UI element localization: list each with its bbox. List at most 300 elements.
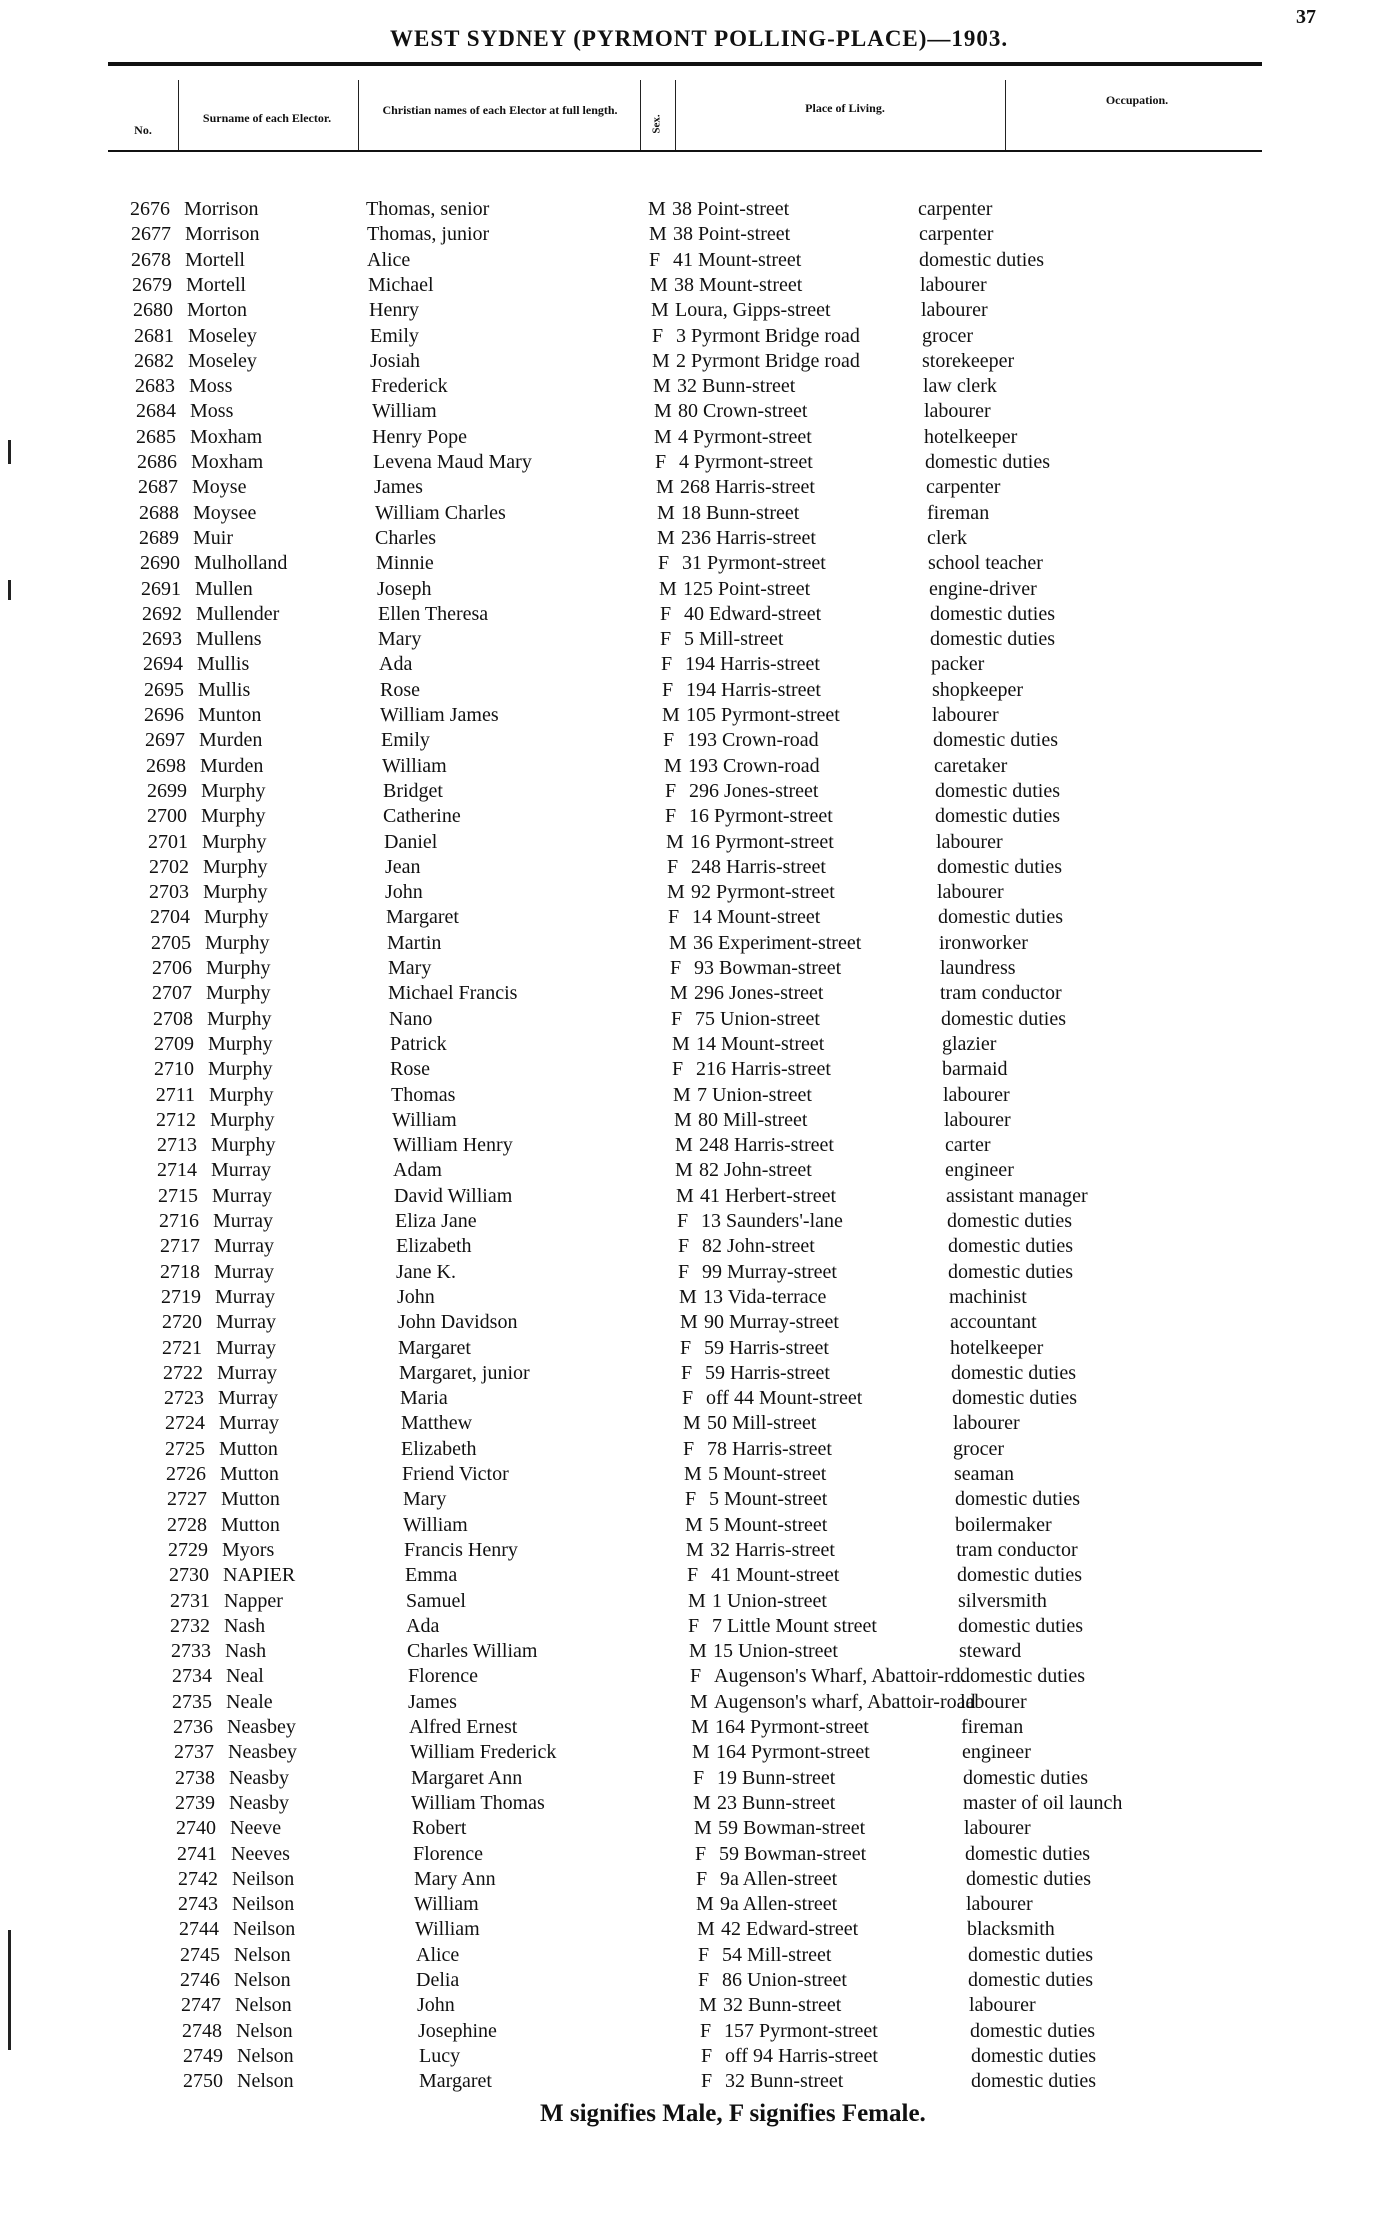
elector-number: 2746 xyxy=(180,1969,220,1991)
elector-surname: NAPIER xyxy=(223,1564,296,1587)
elector-sex: F xyxy=(672,1058,684,1081)
elector-christian-names: Mary xyxy=(403,1488,447,1511)
elector-christian-names: Ada xyxy=(406,1614,440,1637)
elector-place: Augenson's Wharf, Abattoir-rd. xyxy=(714,1665,966,1688)
elector-place: 4 Pyrmont-street xyxy=(679,451,813,473)
elector-surname: Murray xyxy=(212,1184,272,1207)
elector-number: 2689 xyxy=(139,526,179,549)
elector-sex: M xyxy=(657,501,675,524)
elector-christian-names: Minnie xyxy=(376,552,434,575)
elector-occupation: glazier xyxy=(942,1032,997,1055)
elector-sex: M xyxy=(666,830,684,853)
elector-place: 59 Bowman-street xyxy=(719,1842,867,1865)
elector-place: 14 Mount-street xyxy=(696,1032,825,1055)
elector-occupation: boilermaker xyxy=(955,1513,1052,1536)
elector-surname: Murray xyxy=(219,1412,279,1435)
elector-sex: M xyxy=(699,1994,717,2017)
elector-occupation: domestic duties xyxy=(971,2044,1096,2067)
elector-place: 194 Harris-street xyxy=(686,678,821,701)
elector-number: 2691 xyxy=(141,577,181,600)
elector-place: 16 Pyrmont-street xyxy=(690,830,834,853)
table-row xyxy=(154,1740,1294,1764)
table-row xyxy=(120,551,1260,575)
elector-surname: Munton xyxy=(198,704,262,726)
page-title: WEST SYDNEY (PYRMONT POLLING-PLACE)—1903. xyxy=(390,26,1009,51)
elector-christian-names: Margaret xyxy=(398,1336,471,1359)
elector-surname: Moss xyxy=(189,375,233,398)
elector-surname: Neale xyxy=(226,1690,273,1713)
elector-sex: M xyxy=(654,425,672,448)
elector-surname: Mortell xyxy=(185,248,245,271)
table-row xyxy=(158,1892,1298,1916)
elector-christian-names: Mary xyxy=(388,957,432,979)
elector-sex: M xyxy=(667,881,685,904)
elector-place: 80 Mill-street xyxy=(698,1108,808,1131)
elector-number: 2717 xyxy=(160,1235,200,1258)
elector-sex: M xyxy=(689,1640,707,1663)
elector-occupation: domestic duties xyxy=(960,1665,1085,1688)
elector-number: 2679 xyxy=(132,273,172,296)
elector-number: 2716 xyxy=(159,1210,199,1232)
elector-surname: Mulholland xyxy=(194,552,288,575)
elector-number: 2684 xyxy=(136,400,176,423)
elector-sex: F xyxy=(677,1210,689,1232)
elector-surname: Murphy xyxy=(211,1134,276,1157)
elector-christian-names: Rose xyxy=(380,678,420,701)
elector-place: 59 Bowman-street xyxy=(718,1817,866,1840)
elector-sex: F xyxy=(693,1766,705,1789)
elector-place: 7 Little Mount street xyxy=(712,1614,877,1637)
elector-christian-names: David William xyxy=(394,1184,513,1207)
elector-sex: F xyxy=(680,1336,692,1359)
column-divider xyxy=(1005,80,1006,150)
table-row xyxy=(134,1057,1274,1081)
elector-surname: Murphy xyxy=(203,881,268,904)
elector-occupation: labourer xyxy=(943,1083,1010,1106)
elector-surname: Moseley xyxy=(188,349,257,372)
header-no: No. xyxy=(134,123,152,137)
elector-sex: M xyxy=(653,375,671,398)
elector-occupation: labourer xyxy=(960,1690,1027,1713)
elector-place: 296 Jones-street xyxy=(694,982,824,1005)
table-row xyxy=(122,627,1262,651)
elector-surname: Nelson xyxy=(237,2044,294,2067)
elector-place: 41 Mount-street xyxy=(673,248,802,271)
elector-sex: F xyxy=(649,248,661,271)
elector-number: 2707 xyxy=(152,982,192,1005)
elector-christian-names: Elizabeth xyxy=(401,1437,477,1460)
elector-place: 16 Pyrmont-street xyxy=(689,805,833,828)
elector-surname: Neeve xyxy=(230,1817,282,1840)
elector-occupation: domestic duties xyxy=(941,1007,1066,1030)
elector-place: 90 Murray-street xyxy=(704,1311,839,1334)
table-row xyxy=(150,1614,1290,1638)
elector-occupation: tram conductor xyxy=(940,982,1062,1005)
elector-occupation: grocer xyxy=(953,1437,1005,1460)
margin-mark xyxy=(8,580,11,600)
elector-occupation: shopkeeper xyxy=(932,678,1024,701)
elector-place: 54 Mill-street xyxy=(722,1943,832,1966)
elector-surname: Nash xyxy=(224,1614,266,1637)
elector-sex: M xyxy=(654,400,672,423)
elector-christian-names: Henry Pope xyxy=(372,425,467,448)
elector-surname: Murray xyxy=(216,1336,276,1359)
elector-christian-names: Michael Francis xyxy=(388,982,518,1005)
elector-number: 2730 xyxy=(169,1564,209,1587)
table-row xyxy=(133,1007,1273,1031)
elector-surname: Murray xyxy=(218,1387,278,1410)
elector-place: 9a Allen-street xyxy=(720,1867,838,1890)
elector-occupation: seaman xyxy=(954,1463,1014,1485)
elector-sex: F xyxy=(678,1260,690,1283)
elector-place: Augenson's wharf, Abattoir-road xyxy=(714,1690,976,1713)
elector-occupation: master of oil launch xyxy=(963,1791,1123,1814)
elector-surname: Murphy xyxy=(201,805,266,828)
table-row xyxy=(129,855,1269,879)
elector-place: 5 Mount-street xyxy=(709,1488,828,1511)
elector-place: 99 Murray-street xyxy=(702,1260,837,1283)
elector-occupation: domestic duties xyxy=(933,729,1058,752)
elector-christian-names: William xyxy=(403,1513,468,1536)
elector-christian-names: Jean xyxy=(385,855,421,878)
elector-number: 2714 xyxy=(157,1159,197,1182)
elector-surname: Nelson xyxy=(235,1994,292,2017)
elector-surname: Nelson xyxy=(236,2019,293,2042)
table-row xyxy=(113,298,1253,322)
elector-number: 2683 xyxy=(135,375,175,398)
header-surname: Surname of each Elector. xyxy=(202,111,332,125)
elector-place: 296 Jones-street xyxy=(689,779,819,802)
elector-surname: Morrison xyxy=(184,198,259,220)
elector-place: 92 Pyrmont-street xyxy=(691,881,835,904)
table-row xyxy=(152,1664,1292,1688)
elector-surname: Murphy xyxy=(202,830,267,853)
table-row xyxy=(163,2069,1303,2093)
elector-surname: Murphy xyxy=(204,906,269,929)
table-row xyxy=(137,1158,1277,1182)
table-row xyxy=(153,1715,1293,1739)
elector-surname: Neilson xyxy=(232,1893,295,1916)
elector-place: off 44 Mount-street xyxy=(706,1387,863,1410)
elector-place: 78 Harris-street xyxy=(707,1437,832,1460)
elector-number: 2744 xyxy=(179,1918,219,1941)
sex-legend: M signifies Male, F signifies Female. xyxy=(540,2100,926,2127)
table-row xyxy=(117,450,1257,474)
column-divider xyxy=(358,80,359,150)
elector-sex: F xyxy=(701,2070,713,2093)
elector-number: 2677 xyxy=(131,223,171,246)
elector-occupation: domestic duties xyxy=(951,1361,1076,1384)
elector-number: 2729 xyxy=(168,1538,208,1561)
column-divider xyxy=(675,80,676,150)
elector-number: 2688 xyxy=(139,501,179,524)
elector-surname: Mullens xyxy=(196,628,262,651)
table-row xyxy=(114,324,1254,348)
elector-sex: M xyxy=(684,1463,702,1485)
elector-surname: Murden xyxy=(200,754,264,777)
table-row xyxy=(155,1791,1295,1815)
elector-surname: Mutton xyxy=(221,1488,280,1511)
elector-number: 2718 xyxy=(160,1260,200,1283)
elector-surname: Murphy xyxy=(203,855,268,878)
elector-sex: M xyxy=(652,349,670,372)
elector-surname: Mutton xyxy=(220,1463,279,1485)
elector-surname: Nelson xyxy=(237,2070,294,2093)
elector-christian-names: Joseph xyxy=(377,577,432,600)
elector-sex: M xyxy=(669,931,687,954)
table-row xyxy=(112,273,1252,297)
elector-place: 193 Crown-road xyxy=(687,729,819,752)
elector-place: 31 Pyrmont-street xyxy=(682,552,826,575)
elector-sex: F xyxy=(663,729,675,752)
elector-sex: M xyxy=(692,1741,710,1764)
elector-sex: F xyxy=(685,1488,697,1511)
elector-sex: M xyxy=(696,1893,714,1916)
elector-number: 2723 xyxy=(164,1387,204,1410)
elector-sex: M xyxy=(657,526,675,549)
table-row xyxy=(149,1563,1289,1587)
elector-occupation: labourer xyxy=(953,1412,1020,1435)
elector-christian-names: Thomas, junior xyxy=(367,223,490,246)
elector-place: 32 Bunn-street xyxy=(677,375,796,398)
elector-place: 13 Vida-terrace xyxy=(703,1285,827,1308)
elector-number: 2736 xyxy=(173,1716,213,1738)
elector-christian-names: Matthew xyxy=(401,1412,473,1435)
elector-number: 2740 xyxy=(176,1817,216,1840)
elector-christian-names: Francis Henry xyxy=(404,1538,518,1561)
elector-christian-names: Lucy xyxy=(419,2044,461,2067)
elector-surname: Neasbey xyxy=(227,1716,296,1738)
elector-place: 41 Mount-street xyxy=(711,1564,840,1587)
elector-occupation: domestic duties xyxy=(952,1387,1077,1410)
elector-surname: Moxham xyxy=(191,451,264,473)
elector-occupation: steward xyxy=(959,1640,1022,1663)
elector-surname: Napper xyxy=(224,1589,283,1612)
elector-sex: F xyxy=(687,1564,699,1587)
elector-occupation: law clerk xyxy=(923,375,997,398)
elector-sex: F xyxy=(665,805,677,828)
elector-number: 2680 xyxy=(133,299,173,322)
elector-place: 14 Mount-street xyxy=(692,906,821,929)
elector-number: 2733 xyxy=(171,1640,211,1663)
elector-sex: M xyxy=(659,577,677,600)
elector-surname: Murphy xyxy=(201,779,266,802)
elector-number: 2692 xyxy=(142,602,182,625)
elector-sex: M xyxy=(670,982,688,1005)
elector-christian-names: Josiah xyxy=(370,349,420,372)
elector-surname: Mutton xyxy=(219,1437,278,1460)
elector-place: 42 Edward-street xyxy=(721,1918,859,1941)
elector-occupation: domestic duties xyxy=(971,2070,1096,2093)
elector-sex: M xyxy=(691,1716,709,1738)
elector-place: 2 Pyrmont Bridge road xyxy=(676,349,860,372)
elector-sex: F xyxy=(682,1387,694,1410)
elector-place: 15 Union-street xyxy=(713,1640,838,1663)
elector-number: 2750 xyxy=(183,2070,223,2093)
table-row xyxy=(130,905,1270,929)
elector-occupation: domestic duties xyxy=(957,1564,1082,1587)
elector-sex: M xyxy=(694,1817,712,1840)
elector-number: 2702 xyxy=(149,855,189,878)
elector-number: 2713 xyxy=(157,1134,197,1157)
table-row xyxy=(119,526,1259,550)
elector-surname: Murphy xyxy=(206,957,271,979)
elector-place: 50 Mill-street xyxy=(707,1412,817,1435)
elector-place: 3 Pyrmont Bridge road xyxy=(676,324,860,347)
elector-christian-names: Alice xyxy=(416,1943,460,1966)
elector-christian-names: Alfred Ernest xyxy=(409,1716,518,1738)
elector-place: 105 Pyrmont-street xyxy=(686,704,840,726)
elector-christian-names: William Thomas xyxy=(411,1791,545,1814)
header-sex: Sex. xyxy=(650,114,663,134)
elector-number: 2685 xyxy=(136,425,176,448)
table-row xyxy=(138,1184,1278,1208)
elector-surname: Murphy xyxy=(208,1032,273,1055)
elector-sex: M xyxy=(685,1513,703,1536)
elector-number: 2725 xyxy=(165,1437,205,1460)
elector-occupation: silversmith xyxy=(958,1589,1047,1612)
elector-christian-names: William James xyxy=(380,704,499,726)
elector-occupation: ironworker xyxy=(939,931,1028,954)
elector-christian-names: Margaret xyxy=(386,906,459,929)
elector-christian-names: William xyxy=(415,1918,480,1941)
page-number: 37 xyxy=(1296,6,1316,28)
elector-christian-names: Frederick xyxy=(371,375,448,398)
elector-sex: M xyxy=(675,1134,693,1157)
elector-christian-names: William Henry xyxy=(393,1134,513,1157)
elector-surname: Mullen xyxy=(195,577,253,600)
elector-surname: Murray xyxy=(215,1285,275,1308)
elector-place: 157 Pyrmont-street xyxy=(724,2019,878,2042)
elector-christian-names: Levena Maud Mary xyxy=(373,451,532,473)
elector-sex: M xyxy=(650,273,668,296)
elector-sex: F xyxy=(695,1842,707,1865)
elector-occupation: domestic duties xyxy=(919,248,1044,271)
elector-place: 125 Point-street xyxy=(683,577,811,600)
elector-occupation: domestic duties xyxy=(965,1842,1090,1865)
elector-surname: Murray xyxy=(214,1260,274,1283)
elector-place: 4 Pyrmont-street xyxy=(678,425,812,448)
elector-number: 2745 xyxy=(180,1943,220,1966)
elector-occupation: labourer xyxy=(924,400,991,423)
elector-number: 2720 xyxy=(162,1311,202,1334)
margin-mark xyxy=(8,1930,11,2050)
elector-surname: Nash xyxy=(225,1640,267,1663)
elector-place: 236 Harris-street xyxy=(681,526,816,549)
elector-surname: Moseley xyxy=(188,324,257,347)
elector-number: 2732 xyxy=(170,1614,210,1637)
table-row xyxy=(132,981,1272,1005)
elector-sex: F xyxy=(690,1665,702,1688)
elector-number: 2676 xyxy=(130,198,170,220)
table-row xyxy=(143,1361,1283,1385)
elector-place: 80 Crown-street xyxy=(678,400,808,423)
elector-number: 2739 xyxy=(175,1791,215,1814)
elector-number: 2719 xyxy=(161,1285,201,1308)
elector-occupation: domestic duties xyxy=(963,1766,1088,1789)
elector-place: 82 John-street xyxy=(699,1159,812,1182)
elector-number: 2697 xyxy=(145,729,185,752)
elector-place: 36 Experiment-street xyxy=(693,931,862,954)
elector-surname: Murden xyxy=(199,729,263,752)
elector-number: 2741 xyxy=(177,1842,217,1865)
elector-christian-names: Thomas, senior xyxy=(366,198,490,220)
elector-place: 268 Harris-street xyxy=(680,476,815,499)
elector-occupation: domestic duties xyxy=(935,779,1060,802)
table-row xyxy=(115,374,1255,398)
elector-christian-names: Mary xyxy=(378,628,422,651)
elector-place: 5 Mount-street xyxy=(709,1513,828,1536)
elector-surname: Neilson xyxy=(233,1918,296,1941)
elector-number: 2706 xyxy=(152,957,192,979)
elector-christian-names: Adam xyxy=(393,1159,442,1182)
elector-christian-names: William Charles xyxy=(375,501,506,524)
elector-place: Loura, Gipps-street xyxy=(675,299,831,322)
table-row xyxy=(128,830,1268,854)
elector-occupation: domestic duties xyxy=(970,2019,1095,2042)
elector-sex: F xyxy=(700,2019,712,2042)
elector-christian-names: Florence xyxy=(408,1665,478,1688)
elector-occupation: fireman xyxy=(927,501,990,524)
elector-occupation: labourer xyxy=(966,1893,1033,1916)
elector-number: 2734 xyxy=(172,1665,212,1688)
elector-christian-names: William Frederick xyxy=(410,1741,557,1764)
elector-occupation: hotelkeeper xyxy=(950,1336,1044,1359)
elector-sex: F xyxy=(683,1437,695,1460)
elector-surname: Mortell xyxy=(186,273,246,296)
elector-place: 40 Edward-street xyxy=(684,602,822,625)
table-row xyxy=(131,931,1271,955)
elector-number: 2694 xyxy=(143,653,183,676)
elector-christian-names: Jane K. xyxy=(396,1260,456,1283)
elector-christian-names: Emma xyxy=(405,1564,458,1587)
elector-sex: M xyxy=(686,1538,704,1561)
column-divider xyxy=(178,80,179,150)
elector-number: 2686 xyxy=(137,451,177,473)
elector-sex: F xyxy=(696,1867,708,1890)
table-row xyxy=(146,1462,1286,1486)
elector-surname: Mullis xyxy=(198,678,251,701)
table-row xyxy=(124,678,1264,702)
elector-surname: Mullender xyxy=(196,602,280,625)
elector-place: 38 Point-street xyxy=(673,223,791,246)
elector-occupation: clerk xyxy=(927,526,967,549)
elector-sex: F xyxy=(660,628,672,651)
elector-occupation: engine-driver xyxy=(929,577,1037,600)
elector-occupation: labourer xyxy=(936,830,1003,853)
elector-surname: Murray xyxy=(214,1235,274,1258)
elector-occupation: engineer xyxy=(962,1741,1031,1764)
elector-place: 1 Union-street xyxy=(712,1589,827,1612)
elector-place: off 94 Harris-street xyxy=(725,2044,878,2067)
table-row xyxy=(160,1968,1300,1992)
elector-occupation: carpenter xyxy=(919,223,994,246)
elector-surname: Morrison xyxy=(185,223,260,246)
table-row xyxy=(159,1917,1299,1941)
elector-number: 2735 xyxy=(172,1690,212,1713)
elector-christian-names: John xyxy=(417,1994,455,2017)
elector-sex: F xyxy=(698,1943,710,1966)
elector-sex: F xyxy=(701,2044,713,2067)
header-christian-names: Christian names of each Elector at full length. xyxy=(382,103,618,117)
elector-christian-names: Josephine xyxy=(418,2019,497,2042)
elector-place: 248 Harris-street xyxy=(699,1134,834,1157)
elector-place: 18 Bunn-street xyxy=(681,501,800,524)
elector-number: 2727 xyxy=(167,1488,207,1511)
table-row xyxy=(142,1336,1282,1360)
table-row xyxy=(122,602,1262,626)
elector-christian-names: Alice xyxy=(367,248,411,271)
